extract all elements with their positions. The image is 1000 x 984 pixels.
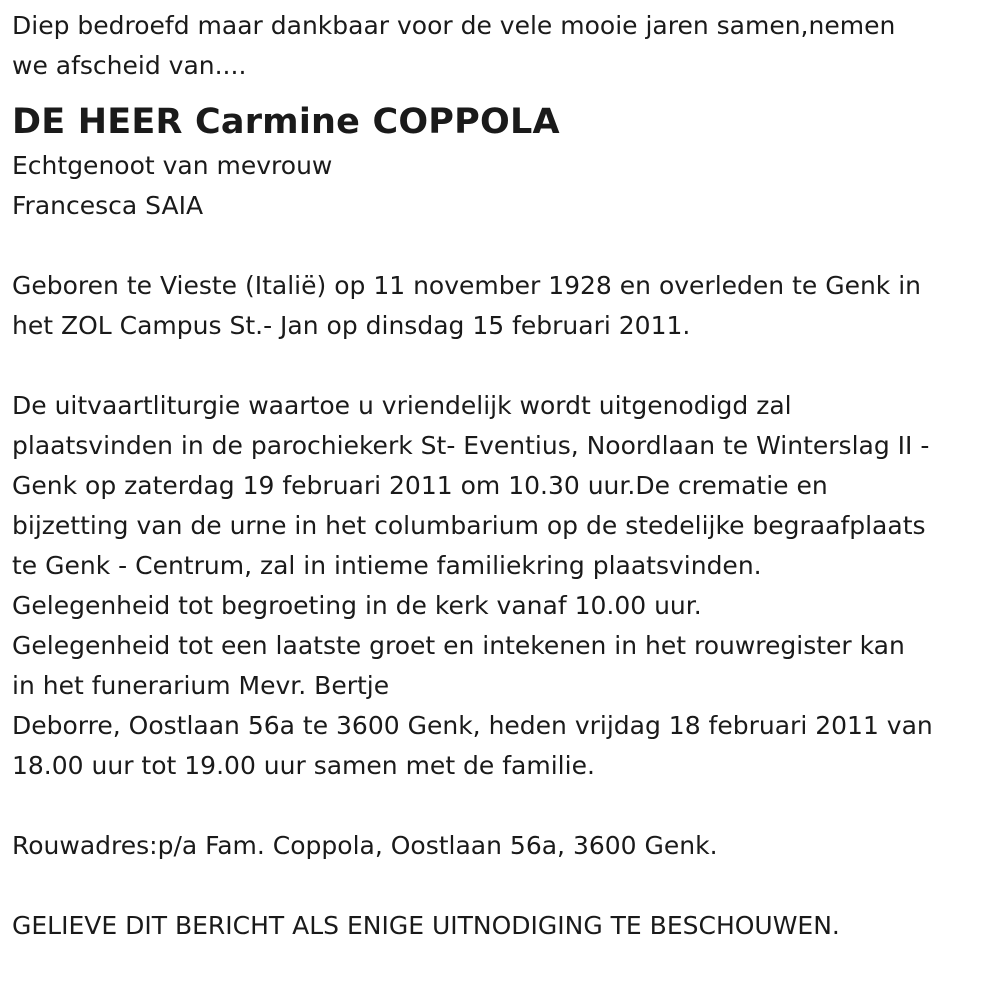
birth-death-line: Geboren te Vieste (Italië) op 11 november 1928 en overleden te Genk in: [12, 271, 922, 300]
intro-line: we afscheid van....: [12, 51, 247, 80]
funeral-text: [12, 386, 988, 786]
funeral-line: Gelegenheid tot begroeting in de kerk vanaf 10.00 uur.: [12, 591, 702, 620]
intro-line: Diep bedroefd maar dankbaar voor de vele mooie jaren samen,nemen: [12, 11, 896, 40]
funeral-line: te Genk - Centrum, zal in intieme familiekring plaatsvinden.: [12, 551, 762, 580]
funeral-line: De uitvaartliturgie waartoe u vriendelijk wordt uitgenodigd zal: [12, 391, 792, 420]
funeral-line: 18.00 uur tot 19.00 uur samen met de familie.: [12, 751, 595, 780]
birth-death-text: [12, 266, 988, 346]
funeral-line: Gelegenheid tot een laatste groet en intekenen in het rouwregister kan: [12, 631, 905, 660]
closing-notice: GELIEVE DIT BERICHT ALS ENIGE UITNODIGING TE BESCHOUWEN.: [12, 911, 840, 940]
deceased-name: DE HEER Carmine COPPOLA: [12, 102, 560, 142]
spacer: [12, 786, 988, 826]
funeral-line: in het funerarium Mevr. Bertje: [12, 671, 390, 700]
funeral-line: plaatsvinden in de parochiekerk St- Eventius, Noordlaan te Winterslag II -: [12, 431, 930, 460]
spacer: [12, 866, 988, 906]
mourning-address: Rouwadres:p/a Fam. Coppola, Oostlaan 56a, 3600 Genk.: [12, 831, 718, 860]
spacer: [12, 226, 988, 266]
spouse-text: [12, 146, 988, 226]
spouse-line: Francesca SAIA: [12, 191, 204, 220]
spouse-line: Echtgenoot van mevrouw: [12, 151, 333, 180]
funeral-line: Deborre, Oostlaan 56a te 3600 Genk, heden vrijdag 18 februari 2011 van: [12, 711, 933, 740]
birth-death-line: het ZOL Campus St.- Jan op dinsdag 15 februari 2011.: [12, 311, 691, 340]
funeral-line: bijzetting van de urne in het columbarium op de stedelijke begraafplaats: [12, 511, 926, 540]
funeral-line: Genk op zaterdag 19 februari 2011 om 10.30 uur.De crematie en: [12, 471, 828, 500]
spacer: [12, 346, 988, 386]
intro-text: [12, 6, 988, 86]
